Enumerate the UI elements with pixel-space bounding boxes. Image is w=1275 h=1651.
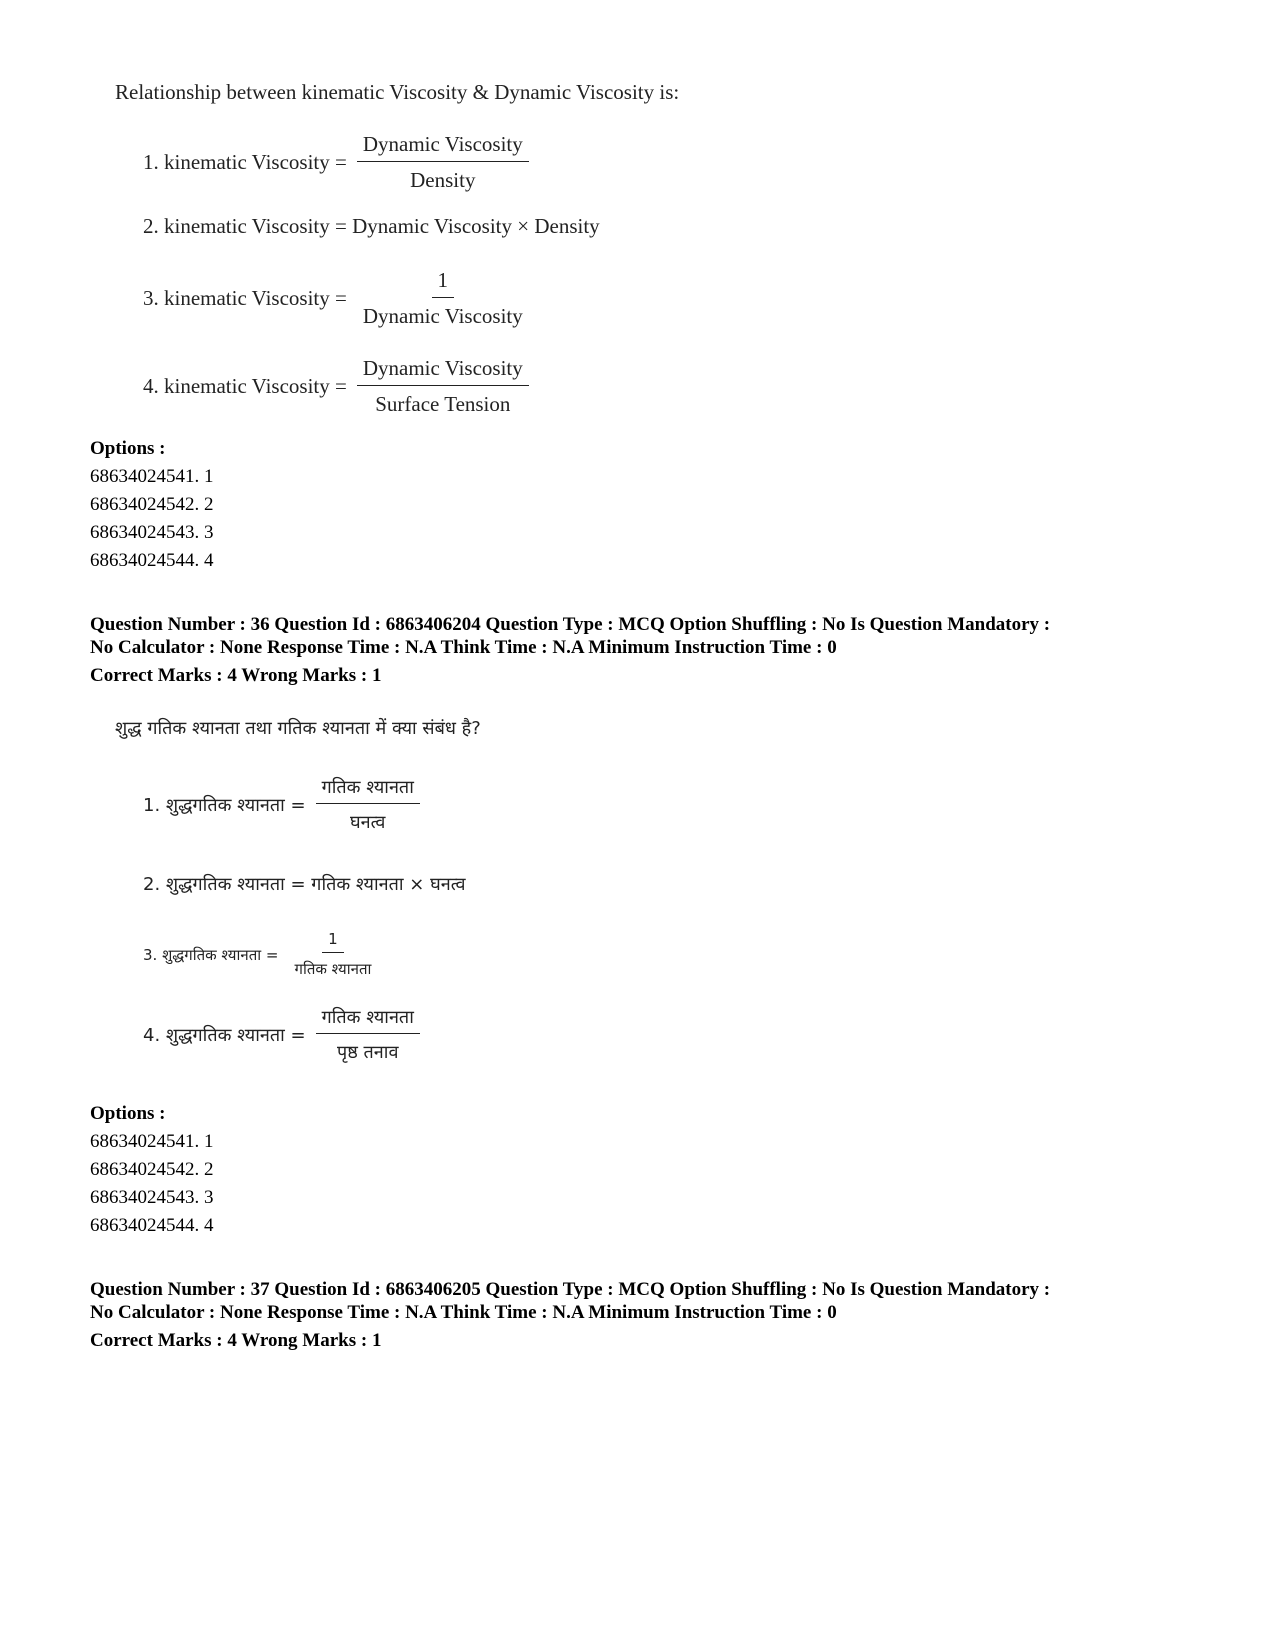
q35-formula-4-denominator: Surface Tension [375,392,511,416]
q35-formula-3-lhs: 3. kinematic Viscosity = [143,286,347,310]
q36-formula-3-fraction [289,930,378,979]
q35-formula-3-numerator: 1 [432,268,455,298]
q36-formula-1 [143,775,420,834]
q37-marks: Correct Marks : 4 Wrong Marks : 1 [90,1330,382,1351]
q35-formula-4-fraction [357,356,529,417]
q36-meta-line-1: Question Number : 36 Question Id : 6863406204 Question Type : MCQ Option Shuffling : No Is Question Mandatory : [90,614,1051,635]
q36-option-2: 68634024542. 2 [90,1159,214,1180]
q35-option-2: 68634024542. 2 [90,494,214,515]
q35-formula-1 [143,132,529,193]
q36-formula-3-denominator: गतिक श्यानता [294,960,372,978]
q35-formula-3 [143,268,529,329]
q36-formula-4-lhs: 4. शुद्धगतिक श्यानता = [143,1024,306,1046]
q35-option-3: 68634024543. 3 [90,522,214,543]
q35-formula-1-denominator: Density [410,168,476,192]
q37-meta-line-1: Question Number : 37 Question Id : 6863406205 Question Type : MCQ Option Shuffling : No Is Question Mandatory : [90,1279,1051,1300]
q35-options-label: Options : [90,438,166,459]
q36-meta-line-2: No Calculator : None Response Time : N.A Think Time : N.A Minimum Instruction Time : 0 [90,637,837,658]
q35-formula-4 [143,356,529,417]
q37-meta-line-2: No Calculator : None Response Time : N.A Think Time : N.A Minimum Instruction Time : 0 [90,1302,837,1323]
q36-marks: Correct Marks : 4 Wrong Marks : 1 [90,665,382,686]
q35-formula-1-lhs: 1. kinematic Viscosity = [143,150,347,174]
q36-formula-3-lhs: 3. शुद्धगतिक श्यानता = [143,945,279,964]
q36-formula-2 [143,872,466,896]
q35-formula-4-numerator: Dynamic Viscosity [357,356,529,386]
q36-option-4: 68634024544. 4 [90,1215,214,1236]
q35-formula-3-fraction [357,268,529,329]
q35-option-4: 68634024544. 4 [90,550,214,571]
q36-formula-1-fraction [316,775,420,834]
q35-formula-3-denominator: Dynamic Viscosity [362,304,523,328]
q36-options-label: Options : [90,1103,166,1124]
q36-formula-4-denominator: पृष्ठ तनाव [336,1042,399,1063]
question-35-intro: Relationship between kinematic Viscosity & Dynamic Viscosity is: [115,80,680,104]
q36-formula-4-fraction [316,1005,420,1064]
q36-formula-1-lhs: 1. शुद्धगतिक श्यानता = [143,794,306,816]
q36-option-1: 68634024541. 1 [90,1131,214,1152]
q35-formula-4-lhs: 4. kinematic Viscosity = [143,374,347,398]
q35-formula-1-fraction [357,132,529,193]
q35-formula-2 [143,214,600,239]
q36-formula-1-numerator: गतिक श्यानता [316,775,420,804]
question-36-intro: शुद्ध गतिक श्यानता तथा गतिक श्यानता में क्या संबंध है? [115,718,481,739]
q36-formula-4 [143,1005,420,1064]
q36-formula-3-numerator: 1 [322,930,344,953]
q35-option-1: 68634024541. 1 [90,466,214,487]
q36-formula-3 [143,930,377,979]
q36-option-3: 68634024543. 3 [90,1187,214,1208]
q35-formula-1-numerator: Dynamic Viscosity [357,132,529,162]
q36-formula-4-numerator: गतिक श्यानता [316,1005,420,1034]
q36-formula-1-denominator: घनत्व [350,812,386,833]
q35-formula-2-text: 2. kinematic Viscosity = Dynamic Viscosity × Density [143,214,600,238]
q36-formula-2-text: 2. शुद्धगतिक श्यानता = गतिक श्यानता × घनत्व [143,874,466,895]
